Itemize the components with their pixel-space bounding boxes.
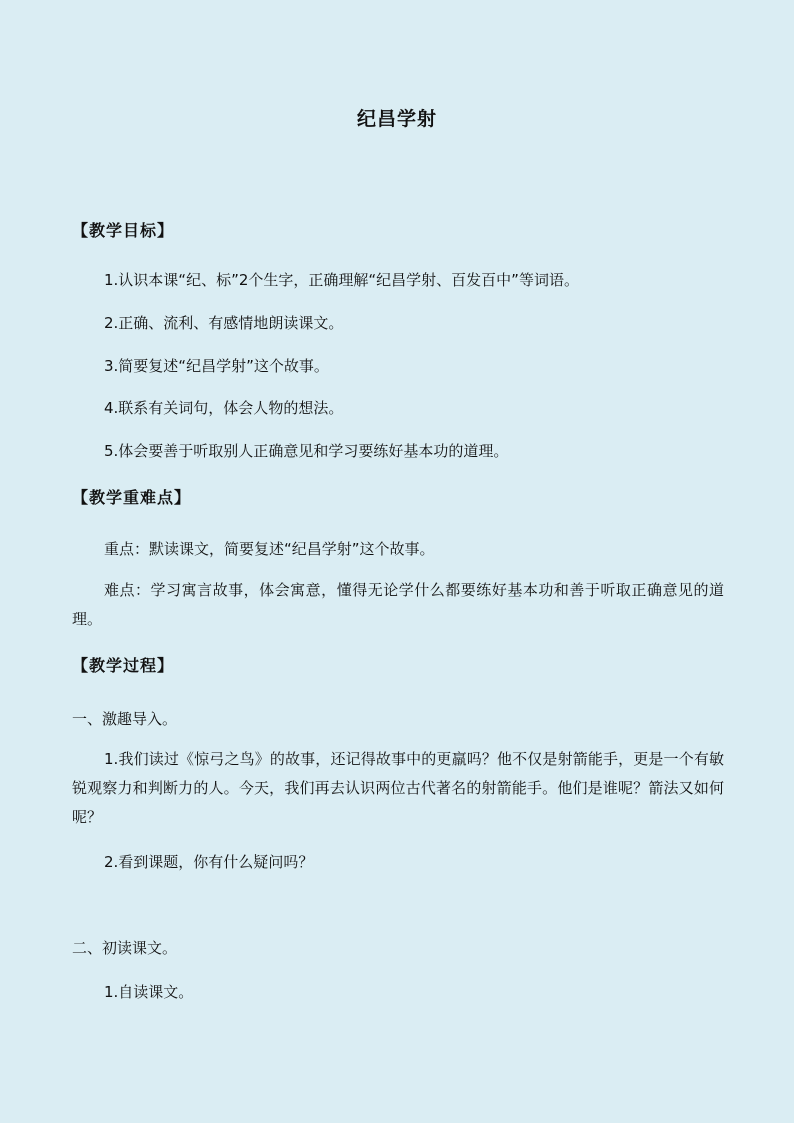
document-title: 纪昌学射 [356, 108, 437, 130]
process-step-1-title: 一、激趣导入。 [72, 710, 178, 728]
section-heading-goals: 【教学目标】 [72, 221, 175, 240]
process-step-1-item-2: 2.看到课题，你有什么疑问吗？ [104, 853, 314, 871]
process-step-1-item-1: 1.我们读过《惊弓之鸟》的故事，还记得故事中的更羸吗？他不仅是射箭能手，更是一个有敏锐观察力和判断力的人。今天，我们再去认识两位古代著名的射箭能手。他们是谁呢？箭法又如何呢？ [72, 750, 724, 826]
process-step-2-item-1: 1.自读课文。 [104, 983, 194, 1001]
goal-item-2: 2.正确、流利、有感情地朗读课文。 [104, 314, 344, 332]
keypoint-difficulty: 难点：学习寓言故事，体会寓意，懂得无论学什么都要练好基本功和善于听取正确意见的道理。 [72, 581, 724, 628]
process-step-2-title: 二、初读课文。 [72, 939, 178, 957]
section-heading-keypoints: 【教学重难点】 [72, 488, 192, 507]
goal-item-3: 3.简要复述“纪昌学射”这个故事。 [104, 357, 329, 375]
keypoint-focus: 重点：默读课文，简要复述“纪昌学射”这个故事。 [104, 540, 435, 558]
goal-item-4: 4.联系有关词句，体会人物的想法。 [104, 399, 344, 417]
goal-item-5: 5.体会要善于听取别人正确意见和学习要练好基本功的道理。 [104, 442, 509, 460]
section-heading-process: 【教学过程】 [72, 656, 175, 675]
goal-item-1: 1.认识本课“纪、标”2个生字，正确理解“纪昌学射、百发百中”等词语。 [104, 271, 579, 289]
